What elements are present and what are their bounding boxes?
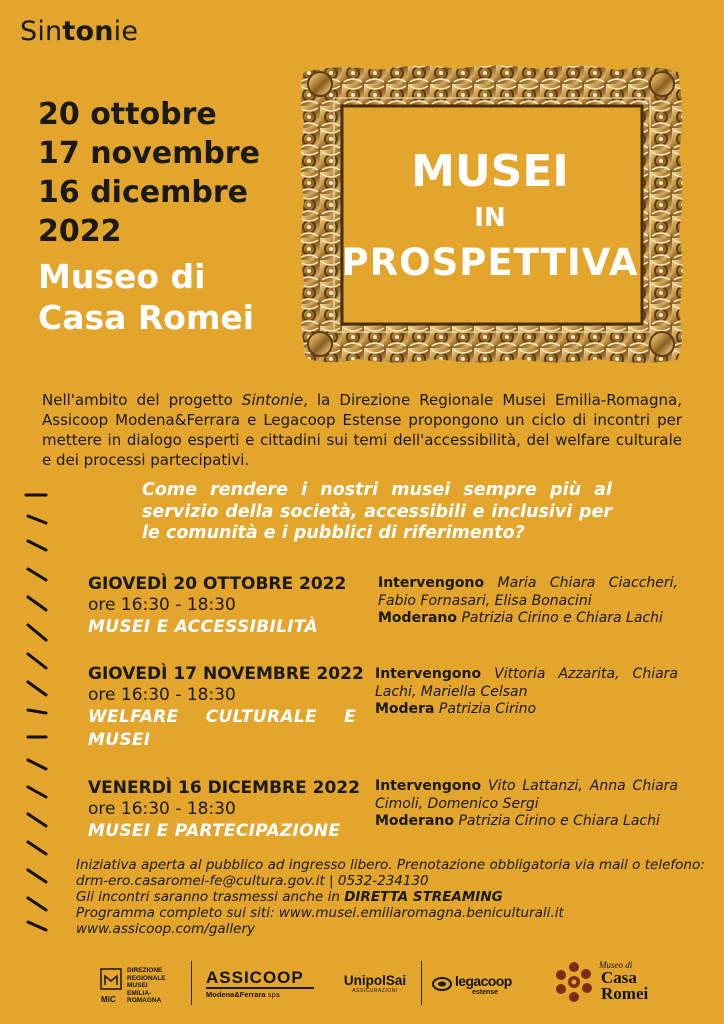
session-date: GIOVEDÌ 20 OTTOBRE 2022 — [88, 574, 347, 594]
mic-text-line: REGIONALE — [127, 974, 166, 982]
session-time: ore 16:30 - 18:30 — [88, 685, 236, 705]
casa-romei-top: Museo di — [599, 960, 633, 970]
session-title: WELFARE CULTURALE E MUSEI — [88, 707, 356, 750]
venue-line: Casa Romei — [38, 298, 255, 337]
venue-name — [38, 256, 254, 338]
mic-text-line: EMILIA-ROMAGNA — [127, 989, 162, 1004]
mic-text — [127, 967, 184, 1005]
session-1-info — [88, 574, 368, 639]
frame-title — [340, 146, 640, 288]
footer-streaming: DIRETTA STREAMING — [344, 889, 503, 905]
legacoop-sub: estense — [472, 989, 499, 996]
title-line-1: MUSEI — [411, 146, 569, 197]
footer-line-1: Iniziativa aperta al pubblico ad ingresso libero. Prenotazione obbligatoria via mail o telefono: — [76, 857, 705, 873]
session-1-speakers — [378, 575, 678, 628]
date-line: 20 ottobre — [38, 97, 217, 132]
mic-mark-text: MiC — [101, 995, 116, 1004]
unipolsai-name: UnipolSai — [343, 973, 407, 988]
unipolsai-sub: ASSICURAZIONI — [352, 988, 398, 994]
moderator-names: Patrizia Cirino — [438, 701, 537, 717]
footer-website-2[interactable]: www.assicoop.com/gallery — [76, 921, 256, 937]
mic-logo — [100, 966, 184, 1006]
moderator-label: Moderano — [378, 610, 458, 626]
unipolsai-logo — [340, 973, 410, 1003]
speakers-label: Intervengono — [375, 778, 482, 794]
footer-website-1[interactable]: Programma completo sui siti: www.musei.emiliaromagna.beniculturali.it — [76, 905, 564, 921]
brand-part-1: Sin — [20, 16, 63, 47]
intro-pre: Nell'ambito del progetto — [42, 391, 242, 409]
event-dates — [38, 95, 260, 251]
legacoop-logo — [432, 972, 518, 1002]
brand-part-2: ton — [62, 16, 114, 47]
speakers-names: Vito Lattanzi, Anna Chiara Cimoli, Domenico Sergi — [375, 778, 678, 812]
date-line: 16 dicembre — [38, 175, 248, 210]
intro-project-name: Sintonie — [241, 391, 304, 409]
assicoop-name: ASSICOOP — [206, 969, 314, 989]
key-question: Come rendere i nostri musei sempre più al servizio della società, accessibili e inclusivi per le comunità e i pubblici di riferimento? — [142, 480, 612, 543]
assicoop-logo — [206, 969, 314, 1003]
session-title: MUSEI E ACCESSIBILITÀ — [88, 617, 318, 637]
casa-romei-casa: Casa — [601, 968, 637, 987]
session-date: GIOVEDÌ 17 NOVEMBRE 2022 — [88, 664, 364, 684]
legacoop-mark-icon — [432, 976, 452, 992]
session-time: ore 16:30 - 18:30 — [88, 799, 236, 819]
footer-line-3 — [76, 889, 696, 905]
moderator-label: Modera — [375, 701, 435, 717]
casa-romei-romei: Romei — [601, 984, 649, 1003]
date-line: 2022 — [38, 214, 122, 249]
brand-part-3: ie — [113, 16, 139, 47]
casa-romei-flower-icon — [551, 958, 597, 1006]
intro-post: , la Direzione Regionale Musei Emilia-Romagna, Assicoop Modena&Ferrara e Legacoop Estense propongono un ciclo di incontri per mettere in dialogo esperti e cittadini sui temi dell'accessibilità, del welfare culturale e dei processi partecipativi. — [42, 391, 682, 469]
mic-text-line: DIREZIONE — [127, 967, 163, 974]
session-date: VENERDÌ 16 DICEMBRE 2022 — [88, 778, 360, 798]
mic-mark-icon — [100, 968, 122, 994]
brand-logo — [20, 16, 138, 47]
intro-paragraph — [42, 390, 682, 470]
speakers-names: Vittoria Azzarita, Chiara Lachi, Mariella Celsan — [375, 666, 679, 700]
session-2-info — [88, 664, 364, 752]
logo-separator — [421, 961, 422, 1005]
moderator-names: Patrizia Cirino e Chiara Lachi — [461, 610, 663, 626]
mic-text-line: MUSEI — [127, 982, 148, 989]
assicoop-spa: spa — [267, 990, 280, 999]
session-title: MUSEI E PARTECIPAZIONE — [88, 821, 341, 841]
session-2-speakers — [375, 666, 678, 719]
speakers-names: Maria Chiara Ciaccheri, Fabio Fornasari, Elisa Bonacini — [378, 575, 678, 609]
venue-line: Museo di — [38, 257, 206, 296]
moderator-label: Moderano — [375, 813, 455, 829]
casa-romei-logo — [551, 958, 651, 1008]
session-time: ore 16:30 - 18:30 — [88, 595, 236, 615]
session-3-info — [88, 778, 368, 843]
logo-separator — [191, 961, 192, 1005]
footer-contact[interactable]: drm-ero.casaromei-fe@cultura.gov.it | 0532-234130 — [76, 873, 429, 889]
speakers-label: Intervengono — [378, 575, 485, 591]
moderator-names: Patrizia Cirino e Chiara Lachi — [458, 813, 660, 829]
footer-info — [76, 857, 705, 937]
assicoop-sub: Modena&Ferrara — [206, 990, 266, 999]
decorative-dashes — [22, 492, 62, 932]
date-line: 17 novembre — [38, 136, 260, 171]
footer-streaming-pre: Gli incontri saranno trasmessi anche in — [76, 889, 345, 905]
speakers-label: Intervengono — [375, 666, 482, 682]
legacoop-name: legacoop — [455, 973, 512, 989]
title-line-2: IN — [474, 203, 506, 233]
session-3-speakers — [375, 778, 678, 831]
title-line-3: PROSPETTIVA — [341, 241, 639, 284]
